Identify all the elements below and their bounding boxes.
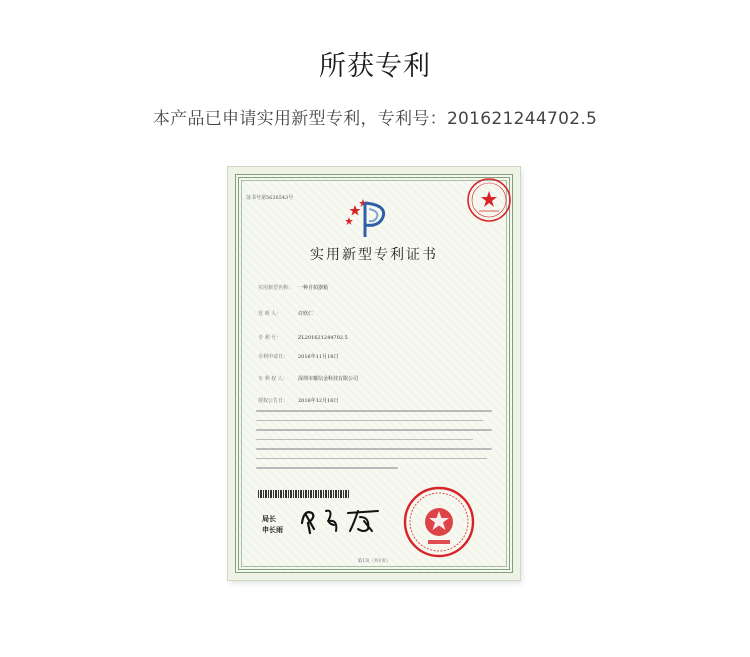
handwritten-signature — [298, 503, 382, 537]
patent-office-emblem-icon — [343, 197, 393, 239]
text-line — [256, 410, 492, 412]
field-utility-model-name — [258, 284, 328, 291]
text-line — [256, 429, 492, 431]
field-patent-number — [258, 334, 348, 341]
page-number: 第1页（共1页） — [357, 559, 391, 564]
page-title: 所获专利 — [319, 51, 431, 82]
certificate-body-text — [256, 410, 492, 477]
director-title: 局长 — [262, 514, 276, 523]
field-label: 专 利 权 人： — [258, 376, 288, 382]
field-inventor — [258, 310, 313, 317]
field-label: 发 明 人： — [258, 311, 282, 317]
field-label: 专 利 号： — [258, 335, 282, 341]
field-application-date — [258, 353, 338, 360]
field-grant-date — [258, 397, 338, 404]
text-line — [256, 420, 483, 422]
field-label: 授权公告日： — [258, 398, 289, 404]
text-line — [256, 467, 398, 469]
director-name: 申长雨 — [262, 525, 283, 534]
certificate-title: 实用新型专利证书 — [310, 247, 438, 263]
text-line — [256, 439, 473, 441]
barcode — [258, 490, 350, 498]
field-value: 许欣仁 — [298, 311, 314, 317]
page-subtitle: 本产品已申请实用新型专利，专利号：201621244702.5 — [152, 109, 598, 129]
patent-certificate-image — [228, 167, 520, 580]
field-value: ZL201621244702.5 — [298, 335, 348, 341]
official-seal-icon — [402, 485, 476, 559]
text-line — [256, 458, 487, 460]
seal-stamp-top-icon — [466, 177, 512, 223]
field-value: 2016年12月16日 — [298, 398, 339, 404]
certificate-number: 证书号第5626543号 — [246, 195, 294, 201]
field-label: 实用新型名称： — [258, 285, 294, 291]
field-value: 2016年11月18日 — [298, 354, 339, 360]
text-line — [256, 448, 492, 450]
field-value: 一种自拍器箱 — [298, 285, 329, 291]
field-value: 深圳市耀信金科技有限公司 — [298, 376, 359, 382]
field-patentee — [258, 375, 358, 382]
field-label: 专利申请日： — [258, 354, 289, 360]
